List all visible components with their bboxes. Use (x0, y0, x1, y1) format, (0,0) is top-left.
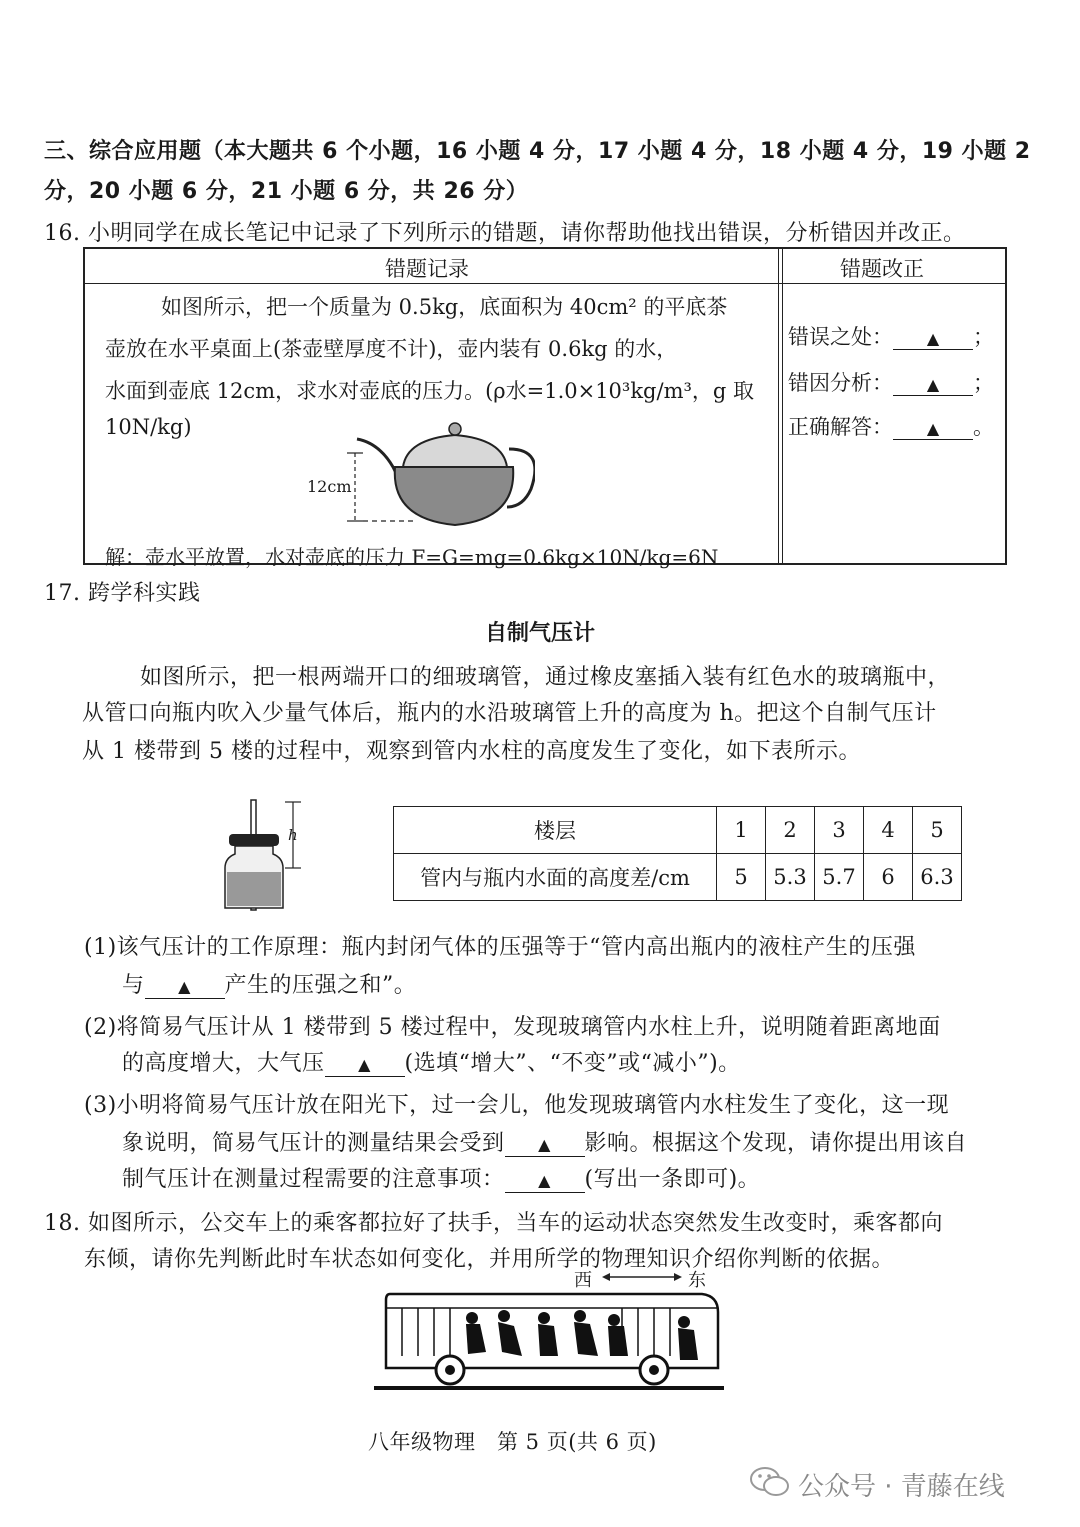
q17-heading: 17. 跨学科实践 (44, 581, 201, 606)
answer-blank[interactable]: ▲ (893, 372, 973, 396)
table-cell: 管内与瓶内水面的高度差/cm (394, 854, 717, 901)
direction-arrow-icon (600, 1270, 684, 1284)
barometer-figure (215, 796, 315, 916)
q17-sub2-line2: 的高度增大，大气压 ▲ (选填“增大”、“不变”或“减小”)。 (122, 1051, 741, 1076)
q16-problem-line1: 如图所示，把一个质量为 0.5kg，底面积为 40cm² 的平底茶 (161, 295, 728, 319)
q17-para-line1: 如图所示，把一根两端开口的细玻璃管，通过橡皮塞插入装有红色水的玻璃瓶中， (140, 665, 951, 690)
teapot-figure (295, 409, 535, 529)
teapot-height-label: 12cm (307, 477, 352, 496)
table-cell: 6.3 (913, 854, 962, 901)
q17-sub3-line2: 象说明，简易气压计的测量结果会受到 ▲ 影响。根据这个发现，请你提出用该自 (122, 1131, 968, 1156)
q16-correction-answer: 正确解答： ▲ 。 (788, 415, 994, 439)
q16-col-correct: 错题改正 (840, 257, 924, 281)
table-cell: 4 (864, 807, 913, 854)
q16-problem-line4: 10N/kg) (105, 415, 192, 439)
table-cell: 5 (717, 854, 766, 901)
answer-blank[interactable]: ▲ (145, 974, 225, 999)
q16-correction-analysis: 错因分析： ▲ ； (788, 371, 994, 395)
table-cell: 6 (864, 854, 913, 901)
q18-line2: 东倾，请你先判断此时车状态如何变化，并用所学的物理知识介绍你判断的依据。 (84, 1247, 895, 1272)
table-row (394, 854, 962, 901)
q17-title: 自制气压计 (484, 621, 595, 646)
q17-sub3-line1: (3)小明将简易气压计放在阳光下，过一会儿，他发现玻璃管内水柱发生了变化，这一现 (84, 1093, 950, 1118)
barometer-h-label: h (288, 826, 298, 844)
q17-sub1-line1: (1)该气压计的工作原理：瓶内封闭气体的压强等于“管内高出瓶内的液柱产生的压强 (84, 935, 916, 960)
watermark-text: 公众号 · 青藤在线 (798, 1472, 1005, 1502)
q16-col-record: 错题记录 (385, 257, 469, 281)
q17-sub3-line3: 制气压计在测量过程需要的注意事项： ▲ (写出一条即可)。 (122, 1167, 761, 1192)
table-cell: 5.7 (815, 854, 864, 901)
wechat-icon (748, 1464, 792, 1500)
table-row (394, 807, 962, 854)
section-heading-line1: 三、综合应用题（本大题共 6 个小题，16 小题 4 分，17 小题 4 分，18 小题 4 分，19 小题 2 (44, 139, 1031, 164)
direction-west: 西 (574, 1270, 592, 1291)
answer-blank[interactable]: ▲ (505, 1132, 585, 1157)
q18-line1: 18. 如图所示，公交车上的乘客都拉好了扶手，当车的运动状态突然发生改变时，乘客都向 (44, 1211, 943, 1236)
q16-problem-line3: 水面到壶底 12cm，求水对壶底的压力。(ρ水=1.0×10³kg/m³，g 取 (105, 379, 755, 403)
direction-east: 东 (688, 1270, 706, 1291)
q16-solution: 解：壶水平放置，水对壶底的压力 F=G=mg=0.6kg×10N/kg=6N (105, 545, 719, 569)
q16-table (83, 247, 1007, 569)
q16-intro: 16. 小明同学在成长笔记中记录了下列所示的错题，请你帮助他找出错误，分析错因并改正。 (44, 221, 966, 246)
answer-blank[interactable]: ▲ (893, 326, 973, 350)
q17-data-table (393, 806, 962, 901)
q16-problem-line2: 壶放在水平桌面上(茶壶壁厚度不计)，壶内装有 0.6kg 的水， (105, 337, 678, 361)
q17-para-line2: 从管口向瓶内吹入少量气体后，瓶内的水沿玻璃管上升的高度为 h。把这个自制气压计 (82, 701, 937, 726)
table-cell: 2 (766, 807, 815, 854)
q17-sub2-line1: (2)将简易气压计从 1 楼带到 5 楼过程中，发现玻璃管内水柱上升，说明随着距离地面 (84, 1015, 941, 1040)
table-cell: 1 (717, 807, 766, 854)
table-cell: 5.3 (766, 854, 815, 901)
answer-blank[interactable]: ▲ (893, 416, 973, 440)
bus-figure (372, 1286, 728, 1392)
q16-correction-error: 错误之处： ▲ ； (788, 325, 994, 349)
q17-para-line3: 从 1 楼带到 5 楼的过程中，观察到管内水柱的高度发生了变化，如下表所示。 (82, 739, 861, 764)
table-cell: 5 (913, 807, 962, 854)
table-cell: 楼层 (394, 807, 717, 854)
answer-blank[interactable]: ▲ (505, 1168, 585, 1193)
section-heading-line2: 分，20 小题 6 分，21 小题 6 分，共 26 分） (44, 179, 529, 204)
table-cell: 3 (815, 807, 864, 854)
page-footer: 八年级物理 第 5 页(共 6 页) (368, 1430, 657, 1454)
q17-sub1-line2: 与 ▲ 产生的压强之和”。 (122, 973, 417, 998)
answer-blank[interactable]: ▲ (325, 1052, 405, 1077)
